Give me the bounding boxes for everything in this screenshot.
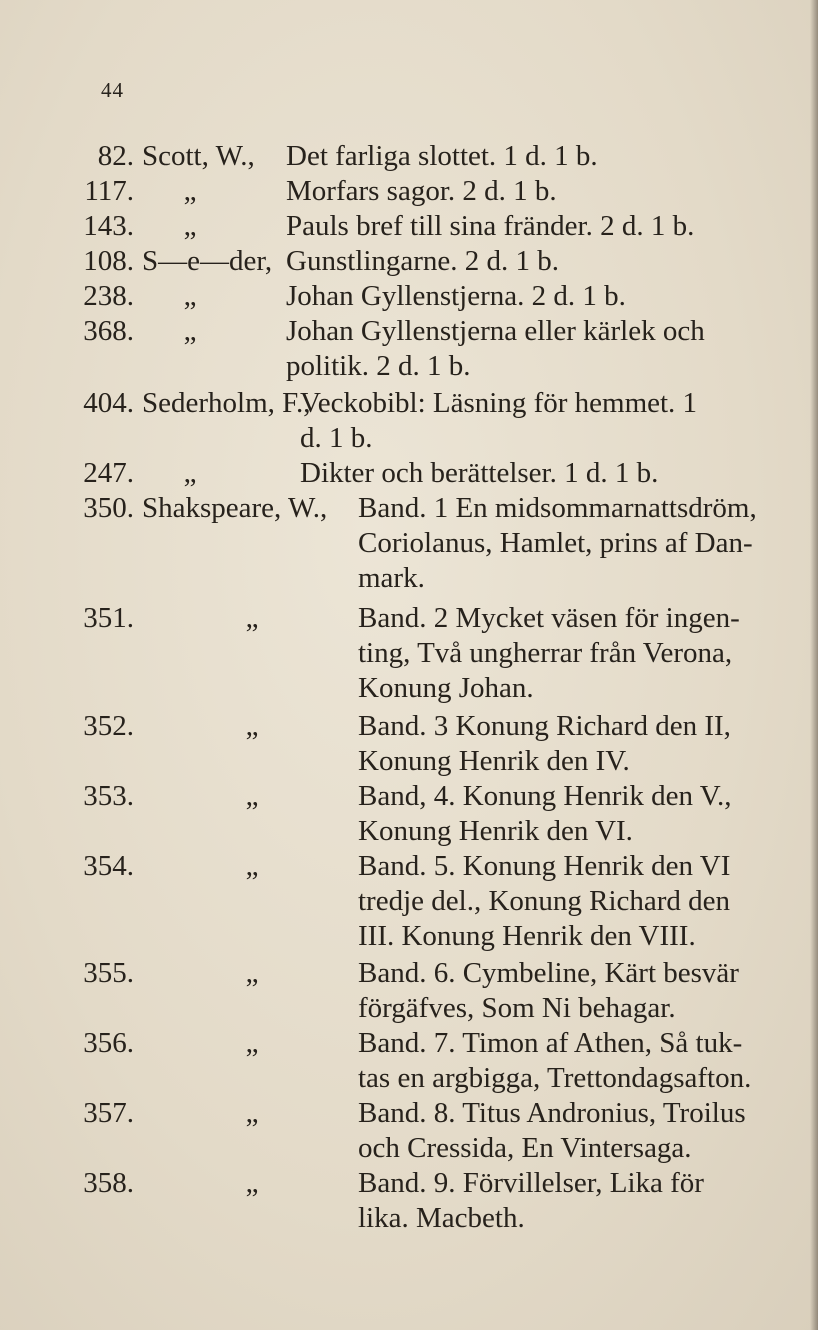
entry-title: Band, 4. Konung Henrik den V., [358,780,732,812]
entry-continuation: lika. Macbeth. [358,1202,525,1234]
ditto-mark: „ [245,957,259,989]
entry-continuation: d. 1 b. [300,422,373,454]
entry-author: Shakspeare, W., [142,492,328,524]
entry-continuation: Konung Henrik den VI. [358,815,633,847]
ditto-mark: „ [245,602,259,634]
entry-continuation: politik. 2 d. 1 b. [286,350,471,382]
entry-author: Sederholm, F., [142,387,311,419]
entry-continuation: Konung Henrik den IV. [358,745,630,777]
entry-title: Band. 6. Cymbeline, Kärt besvär [358,957,739,989]
entry-number: 247. [83,457,134,489]
entry-title: Det farliga slottet. 1 d. 1 b. [286,140,598,172]
entry-title: Veckobibl: Läsning för hemmet. 1 [300,387,698,419]
entry-number: 351. [83,602,134,634]
entry-title: Band. 3 Konung Richard den II, [358,710,731,742]
entry-continuation: Konung Johan. [358,672,534,704]
ditto-mark: „ [245,710,259,742]
ditto-mark: „ [183,280,197,312]
entry-title: Band. 1 En midsommarnattsdröm, [358,492,757,524]
entry-title: Pauls bref till sina fränder. 2 d. 1 b. [286,210,695,242]
entry-number: 354. [83,850,134,882]
entry-number: 82. [97,140,134,172]
entry-title: Band. 7. Timon af Athen, Så tuk- [358,1027,743,1059]
entry-title: Dikter och berättelser. 1 d. 1 b. [300,457,659,489]
entry-author: S—e—der, [142,245,273,277]
entry-number: 117. [84,175,134,207]
entry-title: Gunstlingarne. 2 d. 1 b. [286,245,560,277]
entry-number: 352. [83,710,134,742]
ditto-mark: „ [245,1027,259,1059]
entry-continuation: tas en argbigga, Trettondagsafton. [358,1062,752,1094]
entry-number: 353. [83,780,134,812]
entry-continuation: Coriolanus, Hamlet, prins af Dan- [358,527,753,559]
entry-number: 108. [83,245,134,277]
entry-number: 350. [83,492,134,524]
entry-continuation: ting, Två ungherrar från Verona, [358,637,733,669]
entry-title: Johan Gyllenstjerna eller kärlek och [286,315,705,347]
entry-title: Band. 2 Mycket väsen för ingen- [358,602,740,634]
entry-number: 358. [83,1167,134,1199]
entry-continuation: förgäfves, Som Ni behagar. [358,992,676,1024]
entry-number: 238. [83,280,134,312]
entry-title: Band. 9. Förvillelser, Lika för [358,1167,704,1199]
ditto-mark: „ [245,780,259,812]
entry-title: Band. 5. Konung Henrik den VI [358,850,731,882]
entry-continuation: III. Konung Henrik den VIII. [358,920,696,952]
entry-author: Scott, W., [142,140,255,172]
ditto-mark: „ [245,1167,259,1199]
entry-title: Band. 8. Titus Andronius, Troilus [358,1097,746,1129]
entry-number: 368. [83,315,134,347]
ditto-mark: „ [245,850,259,882]
entry-number: 355. [83,957,134,989]
page-number: 44 [101,78,124,102]
ditto-mark: „ [183,315,197,347]
ditto-mark: „ [183,175,197,207]
entry-title: Morfars sagor. 2 d. 1 b. [286,175,557,207]
page-edge-shadow [810,0,818,1330]
entry-number: 404. [83,387,134,419]
entry-continuation: mark. [358,562,425,594]
ditto-mark: „ [183,457,197,489]
entry-title: Johan Gyllenstjerna. 2 d. 1 b. [286,280,626,312]
ditto-mark: „ [183,210,197,242]
ditto-mark: „ [245,1097,259,1129]
entry-continuation: och Cressida, En Vintersaga. [358,1132,692,1164]
entry-number: 357. [83,1097,134,1129]
entry-number: 143. [83,210,134,242]
entry-number: 356. [83,1027,134,1059]
entry-continuation: tredje del., Konung Richard den [358,885,731,917]
